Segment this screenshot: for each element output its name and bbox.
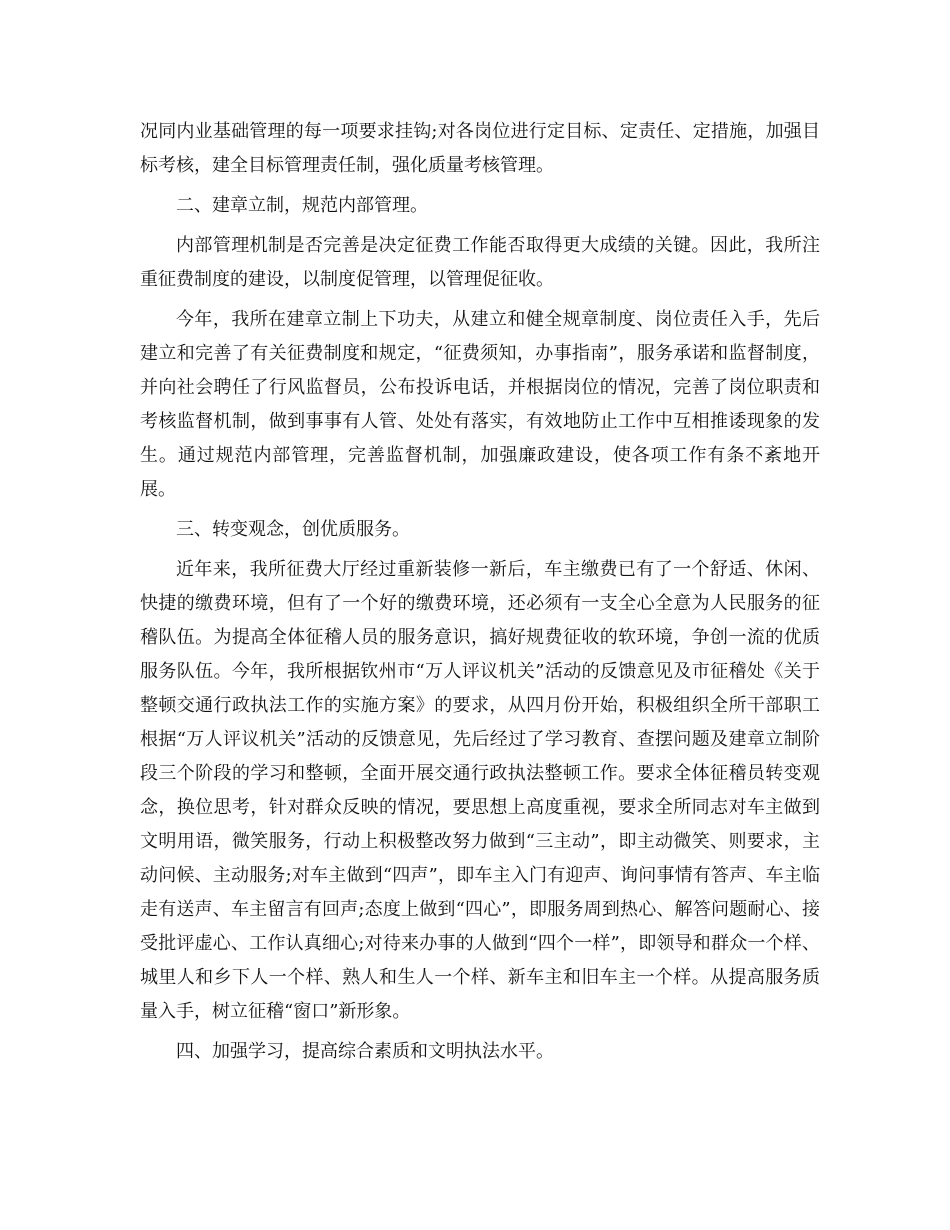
paragraph-quality-service: 近年来，我所征费大厅经过重新装修一新后，车主缴费已有了一个舒适、休闲、快捷的缴费环境，但有了一个好的缴费环境，还必须有一支全心全意为人民服务的征稽队伍。为提高全体征稽人员的服务意识，搞好规费征收的软环境，争创一流的优质服务队伍。今年，我所根据钦州市“万人评议机关”活动的反馈意见及市征稽处《关于整顿交通行政执法工作的实施方案》的要求，从四月份开始，积极组织全所干部职工根据“万人评议机关”活动的反馈意见，先后经过了学习教育、查摆问题及建章立制阶段三个阶段的学习和整顿，全面开展交通行政执法整顿工作。要求全体征稽员转变观念，换位思考，针对群众反映的情况，要思想上高度重视，要求全所同志对车主做到文明用语，微笑服务，行动上积极整改努力做到“三主动”，即主动微笑、则要求，主动问候、主动服务;对车主做到“四声”，即车主入门有迎声、询问事情有答声、车主临走有送声、车主留言有回声;态度上做到“四心”，即服务周到热心、解答问题耐心、接受批评虚心、工作认真细心;对待来办事的人做到“四个一样”，即领导和群众一个样、城里人和乡下人一个样、熟人和生人一个样、新车主和旧车主一个样。从提高服务质量入手，树立征稽“窗口”新形象。 [140, 559, 820, 1022]
paragraph-management-mechanism: 内部管理机制是否完善是决定征费工作能否取得更大成绩的关键。因此，我所注重征费制度的建设，以制度促管理，以管理促征收。 [140, 235, 820, 290]
section-heading-4: 四、加强学习，提高综合素质和文明执法水平。 [176, 1041, 554, 1062]
document-page [140, 115, 820, 1075]
section-heading-3: 三、转变观念，创优质服务。 [176, 519, 410, 540]
paragraph-rules-system: 今年，我所在建章立制上下功夫，从建立和健全规章制度、岗位责任入手，先后建立和完善了有关征费制度和规定，“征费须知，办事指南”，服务承诺和监督制度，并向社会聘任了行风监督员，公布投诉电话，并根据岗位的情况，完善了岗位职责和考核监督机制，做到事事有人管、处处有落实，有效地防止工作中互相推诿现象的发生。通过规范内部管理，完善监督机制，加强廉政建设，使各项工作有条不紊地开展。 [140, 309, 820, 500]
section-heading-2: 二、建章立制，规范内部管理。 [176, 195, 428, 216]
paragraph-continued: 况同内业基础管理的每一项要求挂钩;对各岗位进行定目标、定责任、定措施，加强目标考核，建全目标管理责任制，强化质量考核管理。 [140, 121, 820, 176]
